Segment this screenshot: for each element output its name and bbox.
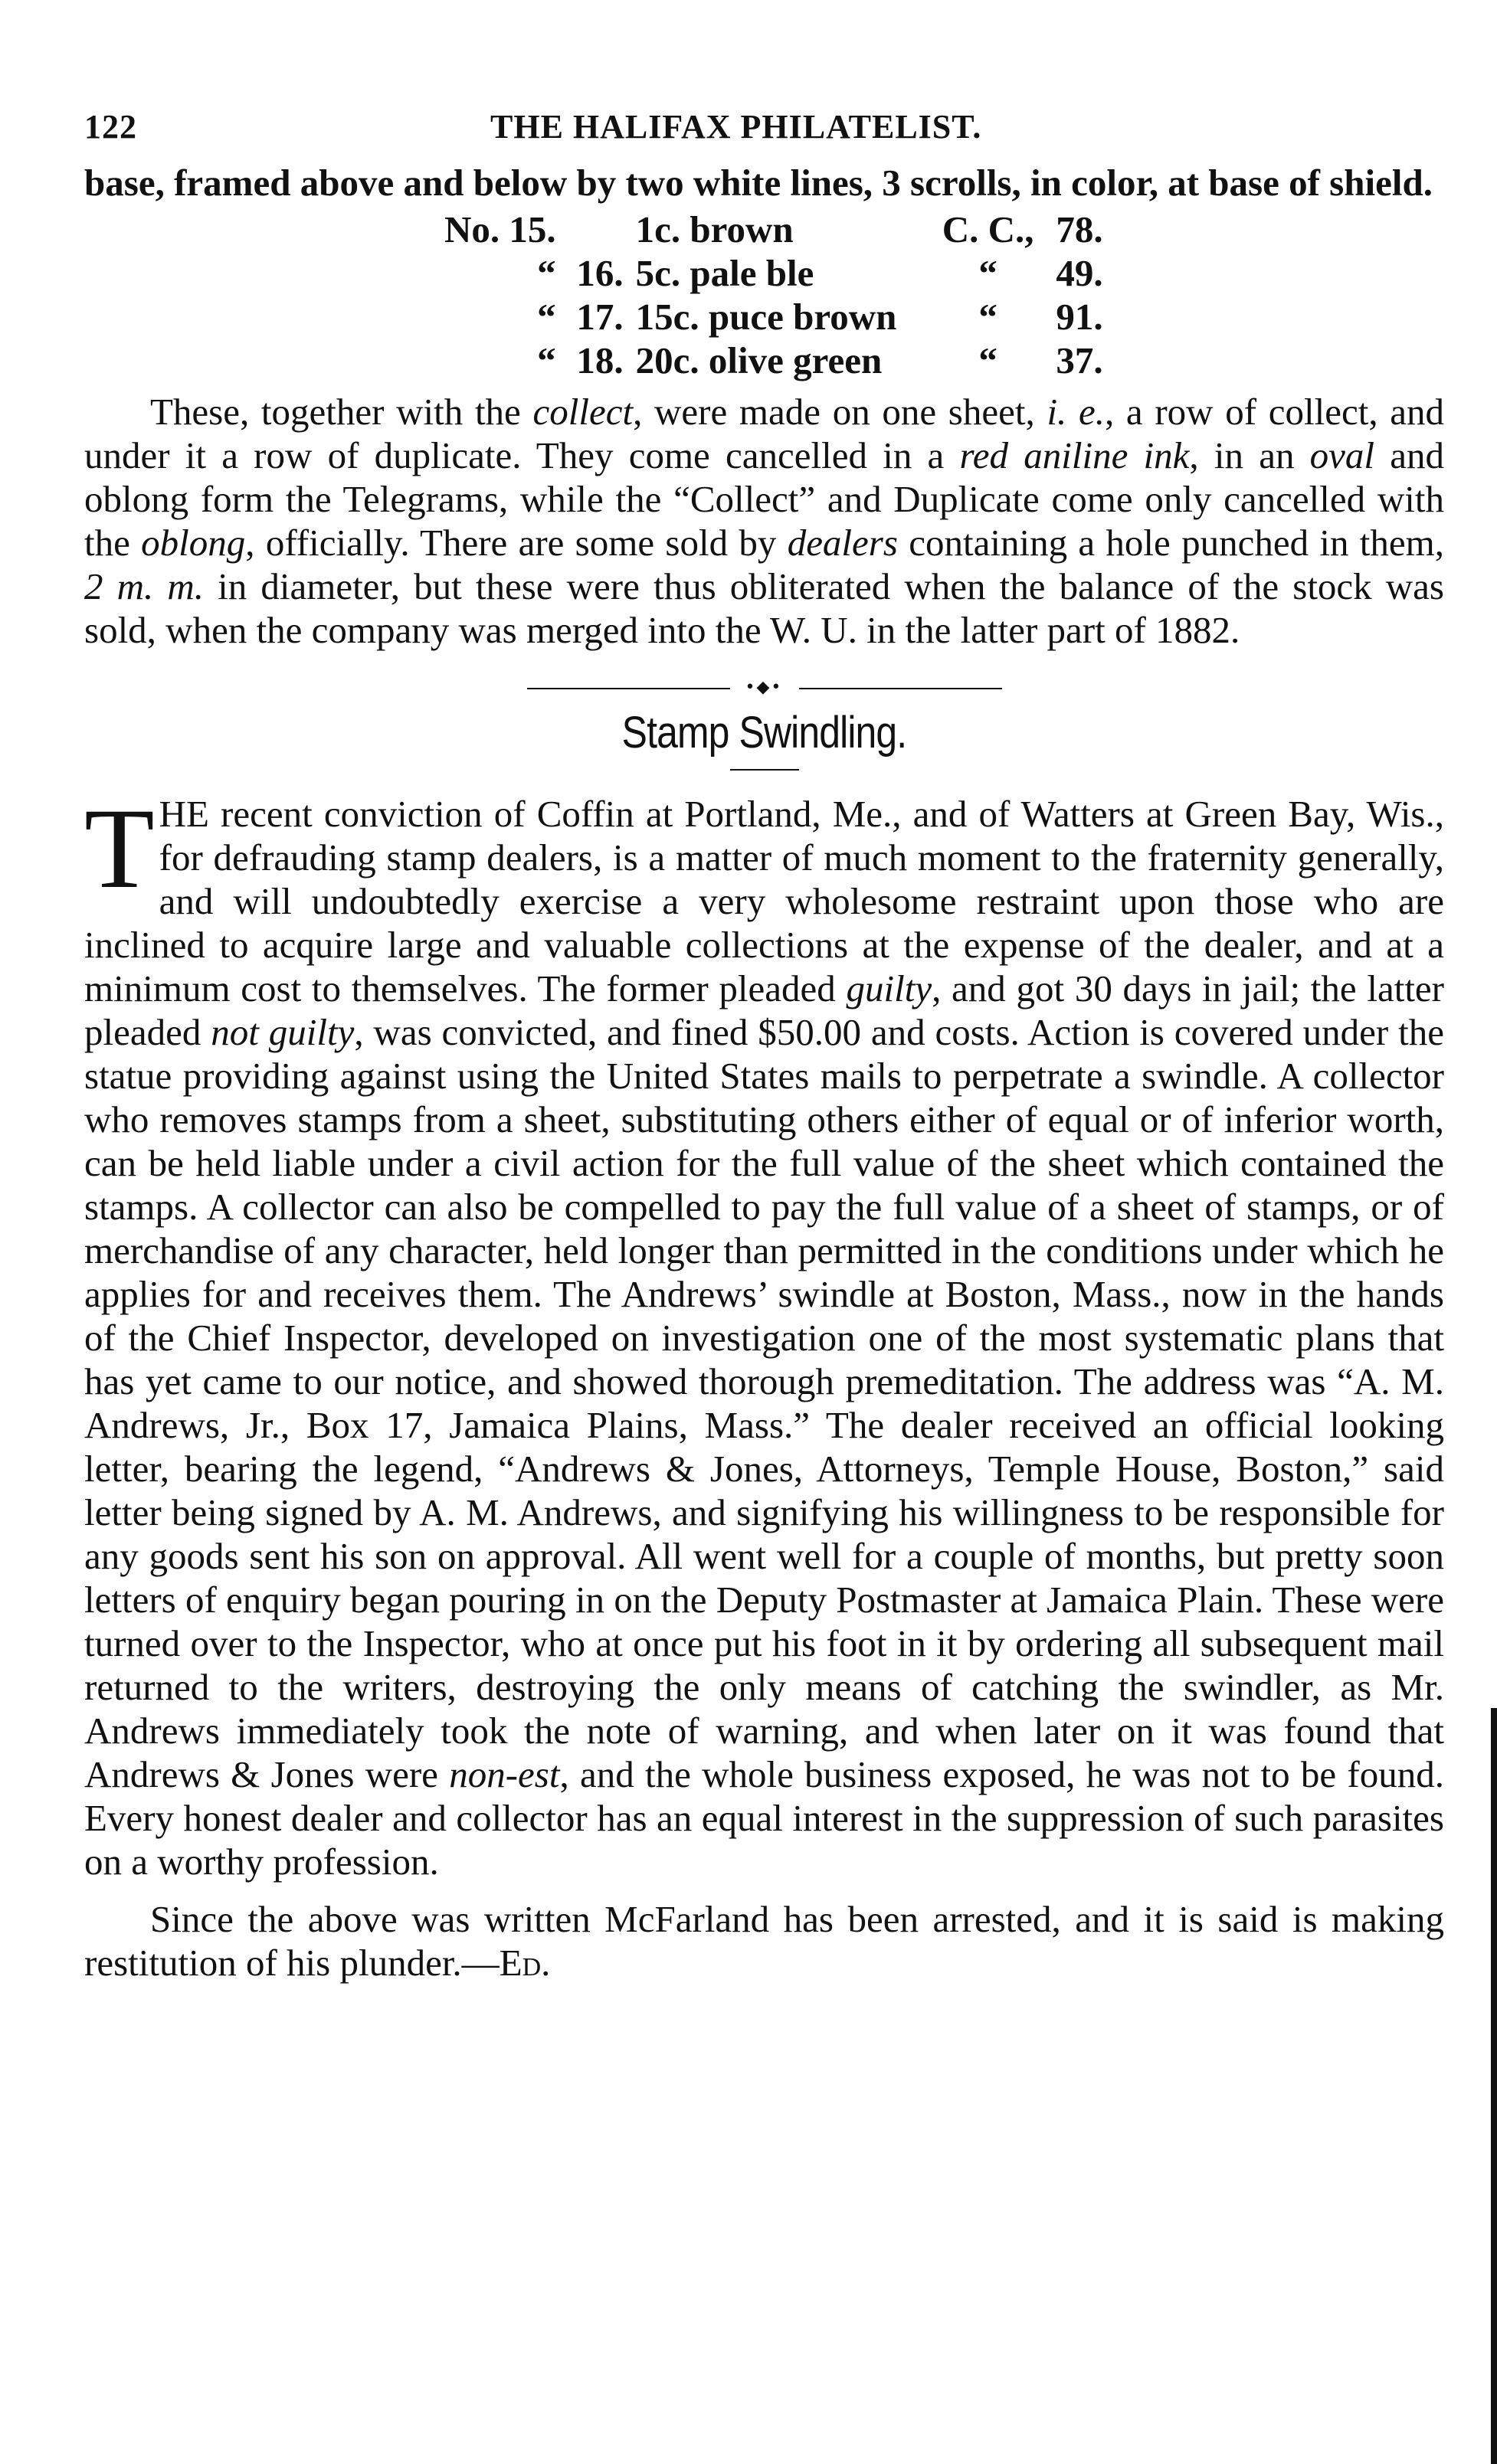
section-divider [527, 678, 1002, 697]
italic-run: collect [532, 391, 634, 433]
page [84, 100, 1444, 2436]
italic-run: oblong [141, 522, 246, 564]
stamp-catalog: “ [978, 252, 997, 294]
stamp-number: 18. [576, 339, 624, 381]
page-header [84, 100, 1444, 161]
italic-run: not guilty [211, 1011, 355, 1053]
editor-signature: Ed. [499, 1942, 551, 1984]
stamp-row [444, 295, 1103, 339]
paragraph-telegram-stamps [84, 390, 1444, 652]
text-run: , were made on one sheet, [633, 391, 1047, 433]
postscript [84, 1897, 1444, 1985]
drop-cap: T [84, 785, 155, 912]
page-number: 122 [84, 108, 137, 146]
text-run: in diameter, but these were thus obliterated when the balance of the stock was sold, when the company was merged into the W. U. in the latter part of 1882. [84, 565, 1444, 651]
stamp-description: 15c. puce brown [635, 296, 897, 338]
italic-run: red aniline ink [959, 434, 1190, 476]
italic-run: guilty [846, 967, 932, 1009]
paragraph-gap [84, 1883, 1444, 1897]
divider-ornament: •◆• [745, 678, 783, 697]
article-title: Stamp Swindling. [621, 708, 907, 758]
stamp-row [444, 339, 1103, 382]
stamp-catalog: C. C., [942, 208, 1034, 250]
stamp-description: 1c. brown [635, 208, 794, 250]
text-run: containing a hole punched in them, [897, 522, 1444, 564]
divider-line-right [799, 688, 1002, 689]
stamp-value: 37. [1056, 339, 1103, 381]
text-run: Since the above was written McFarland has been arrested, and it is said is making restitution of his plunder.— [84, 1898, 1444, 1984]
article-body [84, 785, 1445, 1883]
italic-run: dealers [787, 522, 898, 564]
stamp-row [444, 208, 1103, 251]
text-run: , in an [1189, 434, 1310, 476]
stamp-description: 5c. pale ble [635, 252, 814, 294]
stamp-row [444, 251, 1103, 295]
italic-run: non-est [449, 1753, 560, 1795]
italic-run: i. e. [1047, 391, 1105, 433]
intro-text: base, framed above and below by two white lines, 3 scrolls, in color, at base of shield. [84, 162, 1433, 204]
stamp-number [570, 208, 636, 251]
text-run: , officially. There are some sold by [245, 522, 788, 564]
stamp-catalog: “ [978, 339, 997, 381]
text-run: These, together with the [150, 391, 533, 433]
stamp-list [444, 208, 1103, 382]
stamp-no: “ [537, 339, 556, 381]
italic-run: 2 m. m. [84, 565, 204, 607]
text-run: , a row of collect, and under it a row of duplicate. They come cancelled in a [84, 391, 1444, 476]
stamp-value: 49. [1056, 252, 1103, 294]
text-run: and oblong form the Telegrams, while the “Collect” and Duplicate come only cancelled with the [84, 434, 1445, 564]
stamp-catalog: “ [978, 296, 997, 338]
text-run: , and the whole business exposed, he was not to be found. Every honest dealer and collector has an equal interest in the suppression of such parasites on a worthy profession. [84, 1753, 1444, 1883]
text-run: HE recent conviction of Coffin at Portland, Me., and of Watters at Green Bay, Wis., for defrauding stamp dealers, is a matter of much moment to the fraternity generally, and will undoubtedly exercise a very wholesome restraint upon those who are inclined to acquire large and valuable collections at the expense of the dealer, and at a minimum cost to themselves. The former pleaded [84, 793, 1444, 1009]
stamp-no: “ [537, 296, 556, 338]
stamp-number: 17. [576, 296, 624, 338]
divider-line-left [527, 688, 730, 689]
stamp-number: 16. [576, 252, 624, 294]
title-underline [730, 769, 799, 771]
stamp-description: 20c. olive green [635, 339, 883, 381]
text-run: , and got 30 days in jail; the latter pleaded [84, 967, 1445, 1053]
page-edge-shadow [1491, 1708, 1497, 2464]
stamp-no: “ [537, 252, 556, 294]
italic-run: oval [1309, 434, 1375, 476]
journal-title: THE HALIFAX PHILATELIST. [490, 108, 982, 146]
stamp-value: 78. [1056, 208, 1103, 250]
text-run: , was convicted, and fined $50.00 and costs. Action is covered under the statue providing against using the United States mails to perpetrate a swindle. A collector who removes stamps from a sheet, substituting others either of equal or of inferior worth, can be held liable under a civil action for the full value of the sheet which contained the stamps. A collector can also be compelled to pay the full value of a sheet of stamps, or of merchandise of any character, held longer than permitted in the conditions under which he applies for and receives them. The Andrews’ swindle at Boston, Mass., now in the hands of the Chief Inspector, developed on investigation one of the most systematic plans that has yet came to our notice, and showed thorough premeditation. The address was “A. M. Andrews, Jr., Box 17, Jamaica Plains, Mass.” The dealer received an official looking letter, bearing the legend, “Andrews & Jones, Attorneys, Temple House, Boston,” said letter being signed by A. M. Andrews, and signifying his willingness to be responsible for any goods sent his son on approval. All went well for a couple of months, but pretty soon letters of enquiry began pouring in on the Deputy Postmaster at Jamaica Plain. These were turned over to the Inspector, who at once put his foot in it by ordering all subsequent mail returned to the writers, destroying the only means of catching the swindler, as Mr. Andrews immediately took the note of warning, and when later on it was found that Andrews & Jones were [84, 1011, 1444, 1795]
stamp-no: No. 15. [444, 208, 556, 250]
stamp-value: 91. [1056, 296, 1103, 338]
